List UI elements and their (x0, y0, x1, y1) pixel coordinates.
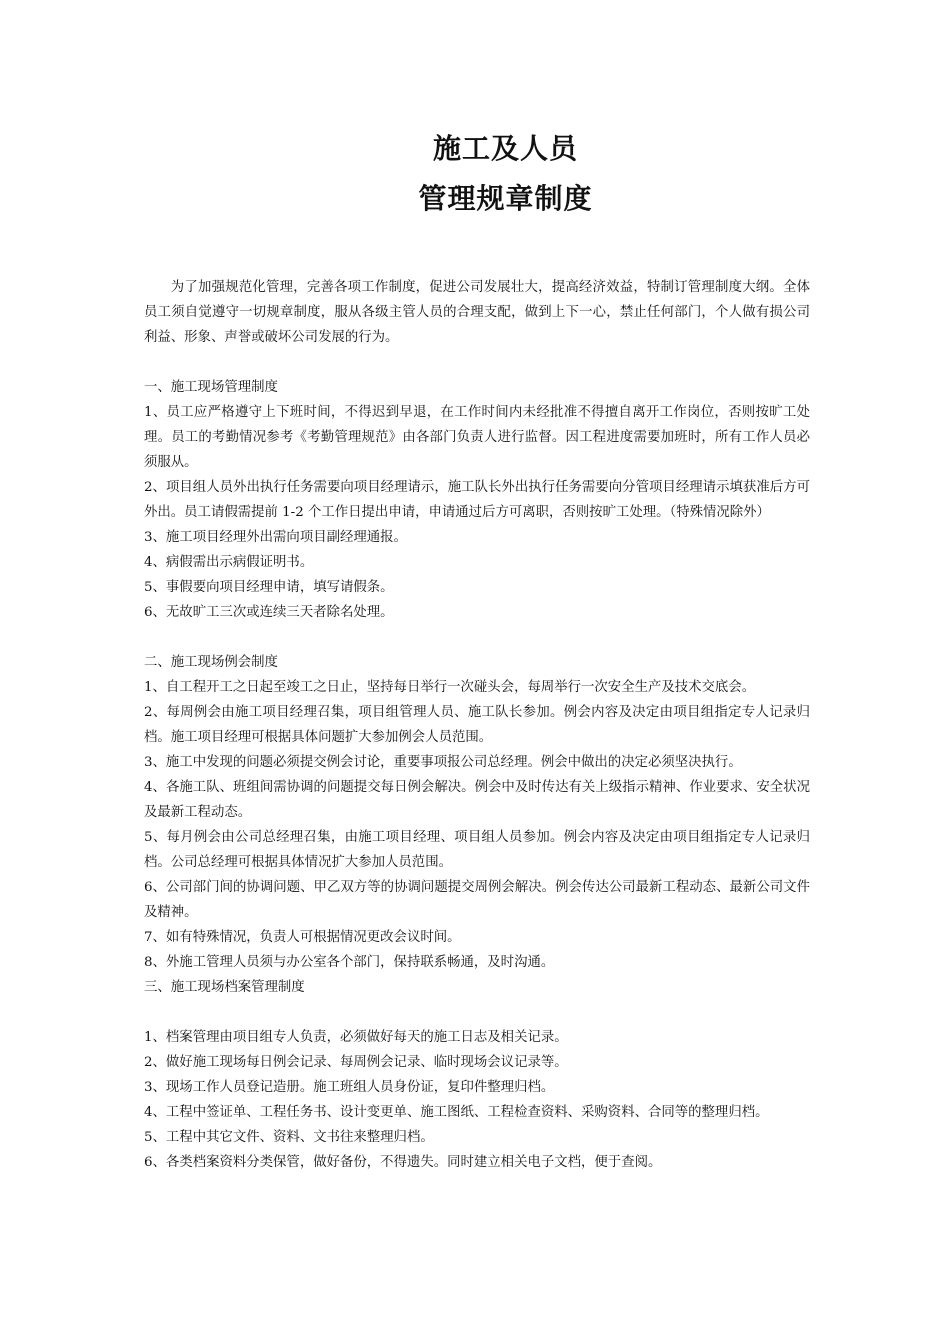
section-3-item-3: 3、现场工作人员登记造册。施工班组人员身份证，复印件整理归档。 (144, 1080, 555, 1095)
section-2-item-2: 2、每周例会由施工项目经理召集，项目组管理人员、施工队长参加。例会内容及决定由项目组指定专人记录归档。施工项目经理可根据具体问题扩大参加例会人员范围。 (144, 705, 810, 745)
section-2-item-5: 5、每月例会由公司总经理召集，由施工项目经理、项目组人员参加。例会内容及决定由项目组指定专人记录归档。公司总经理可根据具体情况扩大参加人员范围。 (144, 830, 810, 870)
section-1-item-1: 1、员工应严格遵守上下班时间，不得迟到早退，在工作时间内未经批准不得擅自离开工作岗位，否则按旷工处理。员工的考勤情况参考《考勤管理规范》由各部门负责人进行监督。因工程进度需要加班时，所有工作人员必须服从。 (144, 405, 810, 470)
section-2-item-6: 6、公司部门间的协调问题、甲乙双方等的协调问题提交周例会解决。例会传达公司最新工程动态、最新公司文件及精神。 (144, 880, 810, 920)
section-2-item-3: 3、施工中发现的问题必须提交例会讨论，重要事项报公司总经理。例会中做出的决定必须坚决执行。 (144, 755, 742, 770)
section-3-item-5: 5、工程中其它文件、资料、文书往来整理归档。 (144, 1130, 434, 1145)
section-1-item-2: 2、项目组人员外出执行任务需要向项目经理请示，施工队长外出执行任务需要向分管项目经理请示填获准后方可外出。员工请假需提前 1-2 个工作日提出申请，申请通过后方可离职，否则按旷工处理。（特殊情况除外） (144, 480, 810, 520)
section-3-heading: 三、施工现场档案管理制度 (144, 980, 305, 995)
section-3-item-4: 4、工程中签证单、工程任务书、设计变更单、施工图纸、工程检查资料、采购资料、合同等的整理归档。 (144, 1105, 769, 1120)
section-3-item-2: 2、做好施工现场每日例会记录、每周例会记录、临时现场会议记录等。 (144, 1055, 568, 1070)
section-3-item-6: 6、各类档案资料分类保管，做好备份，不得遗失。同时建立相关电子文档，便于查阅。 (144, 1155, 662, 1170)
document-body (144, 275, 810, 1175)
spacer (144, 625, 810, 650)
section-2-heading: 二、施工现场例会制度 (144, 655, 278, 670)
section-2-item-8: 8、外施工管理人员须与办公室各个部门，保持联系畅通，及时沟通。 (144, 955, 555, 970)
section-1-item-5: 5、事假要向项目经理申请，填写请假条。 (144, 580, 394, 595)
section-2-item-7: 7、如有特殊情况，负责人可根据情况更改会议时间。 (144, 930, 461, 945)
document-title-line-1: 施工及人员 (432, 132, 578, 165)
spacer (144, 1000, 810, 1025)
section-2-item-1: 1、自工程开工之日起至竣工之日止，坚持每日举行一次碰头会，每周举行一次安全生产及技术交底会。 (144, 680, 756, 695)
section-1-item-4: 4、病假需出示病假证明书。 (144, 555, 314, 570)
section-1-item-6: 6、无故旷工三次或连续三天者除名处理。 (144, 605, 394, 620)
section-1-heading: 一、施工现场管理制度 (144, 380, 278, 395)
section-1-item-3: 3、施工项目经理外出需向项目副经理通报。 (144, 530, 407, 545)
section-2-item-4: 4、各施工队、班组间需协调的问题提交每日例会解决。例会中及时传达有关上级指示精神、作业要求、安全状况及最新工程动态。 (144, 780, 810, 820)
spacer (144, 350, 810, 375)
intro-paragraph: 为了加强规范化管理，完善各项工作制度，促进公司发展壮大，提高经济效益，特制订管理制度大纲。全体员工须自觉遵守一切规章制度，服从各级主管人员的合理支配，做到上下一心，禁止任何部门，个人做有损公司利益、形象、声誉或破坏公司发展的行为。 (144, 280, 810, 345)
document-title-line-2: 管理规章制度 (418, 182, 593, 215)
section-3-item-1: 1、档案管理由项目组专人负责，必须做好每天的施工日志及相关记录。 (144, 1030, 568, 1045)
